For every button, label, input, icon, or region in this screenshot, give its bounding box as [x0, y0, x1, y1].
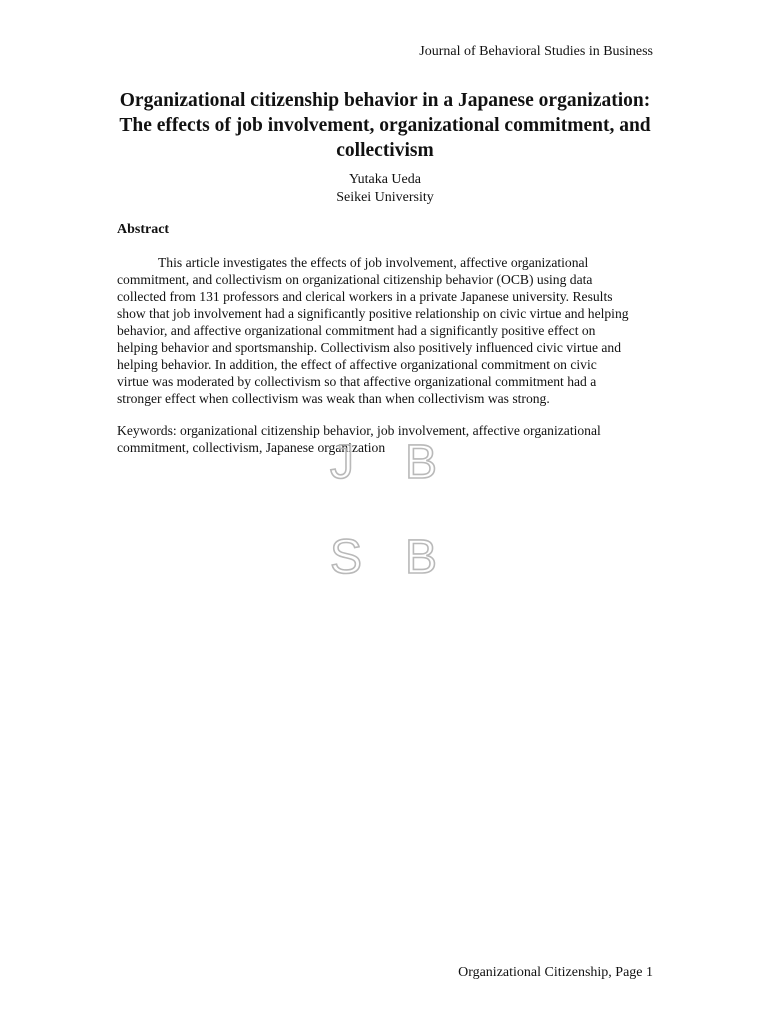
abstract-line: helping behavior and sportsmanship. Collectivism also positively influenced civic virtue and [117, 340, 621, 355]
title-line: The effects of job involvement, organizational commitment, and [119, 115, 651, 136]
author-affiliation: Seikei University [336, 190, 434, 205]
abstract-line: helping behavior. In addition, the effect of affective organizational commitment on civic [117, 357, 597, 372]
page-footer: Organizational Citizenship, Page 1 [458, 965, 653, 980]
watermark-letter: J [330, 436, 354, 489]
watermark-letter: S [330, 531, 363, 584]
abstract-line: stronger effect when collectivism was weak than when collectivism was strong. [117, 391, 550, 406]
abstract-line: collected from 131 professors and clerical workers in a private Japanese university. Results [117, 289, 613, 304]
keywords-line: Keywords: organizational citizenship behavior, job involvement, affective organizational [117, 423, 601, 438]
paper-title [117, 88, 653, 163]
keywords-line: commitment, collectivism, Japanese organization [117, 440, 386, 455]
abstract-line: commitment, and collectivism on organizational citizenship behavior (OCB) using data [117, 272, 593, 287]
watermark-letter: B [405, 436, 438, 489]
abstract-line: This article investigates the effects of job involvement, affective organizational [158, 255, 589, 270]
author-block [117, 171, 653, 207]
journal-running-header: Journal of Behavioral Studies in Business [419, 44, 653, 59]
title-line: collectivism [336, 140, 434, 161]
abstract-line: behavior, and affective organizational commitment had a significantly positive effect on [117, 323, 596, 338]
watermark-letter: B [405, 531, 438, 584]
keywords [117, 422, 657, 456]
abstract-line: virtue was moderated by collectivism so that affective organizational commitment had a [117, 374, 597, 389]
author-name: Yutaka Ueda [349, 172, 421, 187]
abstract-line: show that job involvement had a significantly positive relationship on civic virtue and helping [117, 306, 629, 321]
abstract-heading: Abstract [117, 222, 170, 237]
title-line: Organizational citizenship behavior in a Japanese organization: [119, 90, 651, 111]
abstract-body [117, 254, 657, 407]
